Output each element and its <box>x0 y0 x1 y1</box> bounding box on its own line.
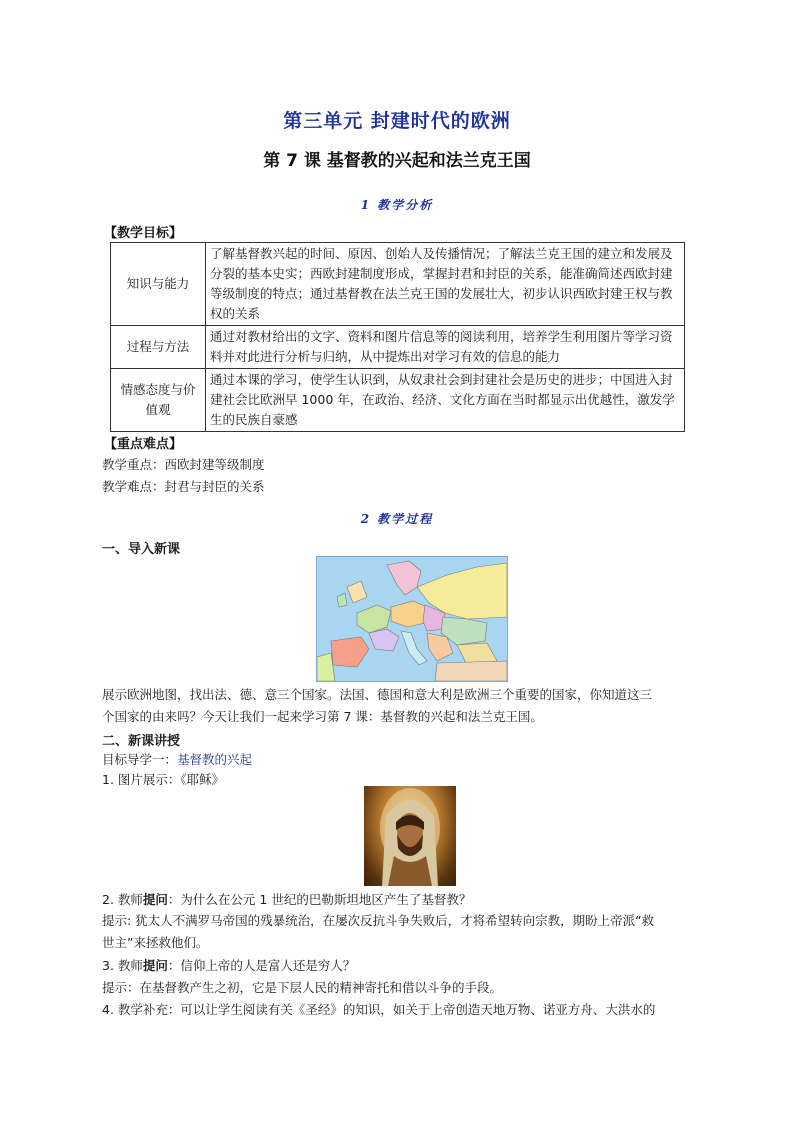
hint-1 <box>102 910 702 954</box>
item-3-prefix: 3. 教师 <box>102 958 143 973</box>
goal-text: 通过对教材给出的文字、资料和图片信息等的阅读利用，培养学生利用图片等学习资料并对此进行分析与归纳，从中提炼出对学习有效的信息的能力 <box>206 326 685 369</box>
item-2 <box>102 890 471 910</box>
goal-key: 过程与方法 <box>111 326 206 369</box>
item-3-rest: ：信仰上帝的人是富人还是穷人？ <box>167 958 356 973</box>
item-4: 4. 教学补充：可以让学生阅读有关《圣经》的知识，如关于上帝创造天地万物、诺亚方舟、大洪水的 <box>102 1002 656 1017</box>
table-row <box>111 243 685 326</box>
section-label-analysis: 1 教学分析 <box>360 198 434 212</box>
focus-heading: 【重点难点】 <box>104 437 183 452</box>
item-2-rest: ：为什么在公元 1 世纪的巴勒斯坦地区产生了基督教？ <box>167 892 472 907</box>
part2-heading: 二、新课讲授 <box>102 734 181 749</box>
goal-guide-prefix: 目标导学一： <box>102 752 178 767</box>
difficulty: 教学难点：封君与封臣的关系 <box>102 479 265 494</box>
item-3-bold: 提问 <box>142 958 168 973</box>
europe-map-image <box>316 556 508 682</box>
hint-2: 提示：在基督教产生之初，它是下层人民的精神寄托和借以斗争的手段。 <box>102 980 503 995</box>
hint-line: 提示: 犹太人不满罗马帝国的残暴统治，在屡次反抗斗争失败后，才将希望转向宗教，期盼上帝派“救 <box>102 913 655 928</box>
part1-heading: 一、导入新课 <box>102 542 181 557</box>
goal-guide-1 <box>102 750 252 770</box>
intro-line: 展示欧洲地图，找出法、德、意三个国家。法国、德国和意大利是欧洲三个重要的国家，你知道这三 <box>102 687 653 702</box>
goal-key: 知识与能力 <box>111 243 206 326</box>
intro-line: 个国家的由来吗？今天让我们一起来学习第 7 课：基督教的兴起和法兰克王国。 <box>102 709 543 724</box>
section-label-process: 2 教学过程 <box>360 512 434 526</box>
goal-text: 通过本课的学习，使学生认识到，从奴隶社会到封建社会是历史的进步；中国进入封建社会比欧洲早 1000 年，在政治、经济、文化方面在当时都显示出优越性，激发学生的民族自豪感 <box>206 369 685 432</box>
table-row <box>111 326 685 369</box>
table-row <box>111 369 685 432</box>
item-1: 1. 图片展示：《耶稣》 <box>102 772 225 787</box>
goal-key: 情感态度与价值观 <box>111 369 206 432</box>
item-3 <box>102 956 355 976</box>
lesson-title: 第 7 课 基督教的兴起和法兰克王国 <box>263 151 531 171</box>
hint-line: 世主”来拯救他们。 <box>102 935 209 950</box>
teaching-goals-table <box>110 242 685 432</box>
goal-text: 了解基督教兴起的时间、原因、创始人及传播情况；了解法兰克王国的建立和发展及分裂的基本史实；西欧封建制度形成，掌握封君和封臣的关系，能准确简述西欧封建等级制度的特点；通过基督教在法兰克王国的发展壮大，初步认识西欧封建王权与教权的关系 <box>206 243 685 326</box>
unit-title: 第三单元 封建时代的欧洲 <box>283 110 511 132</box>
item-2-prefix: 2. 教师 <box>102 892 143 907</box>
item-2-bold: 提问 <box>142 892 168 907</box>
key-point: 教学重点：西欧封建等级制度 <box>102 457 265 472</box>
intro-paragraph <box>102 684 702 728</box>
jesus-portrait-image <box>364 786 456 886</box>
goals-heading: 【教学目标】 <box>104 226 183 241</box>
goal-guide-title: 基督教的兴起 <box>177 752 253 767</box>
